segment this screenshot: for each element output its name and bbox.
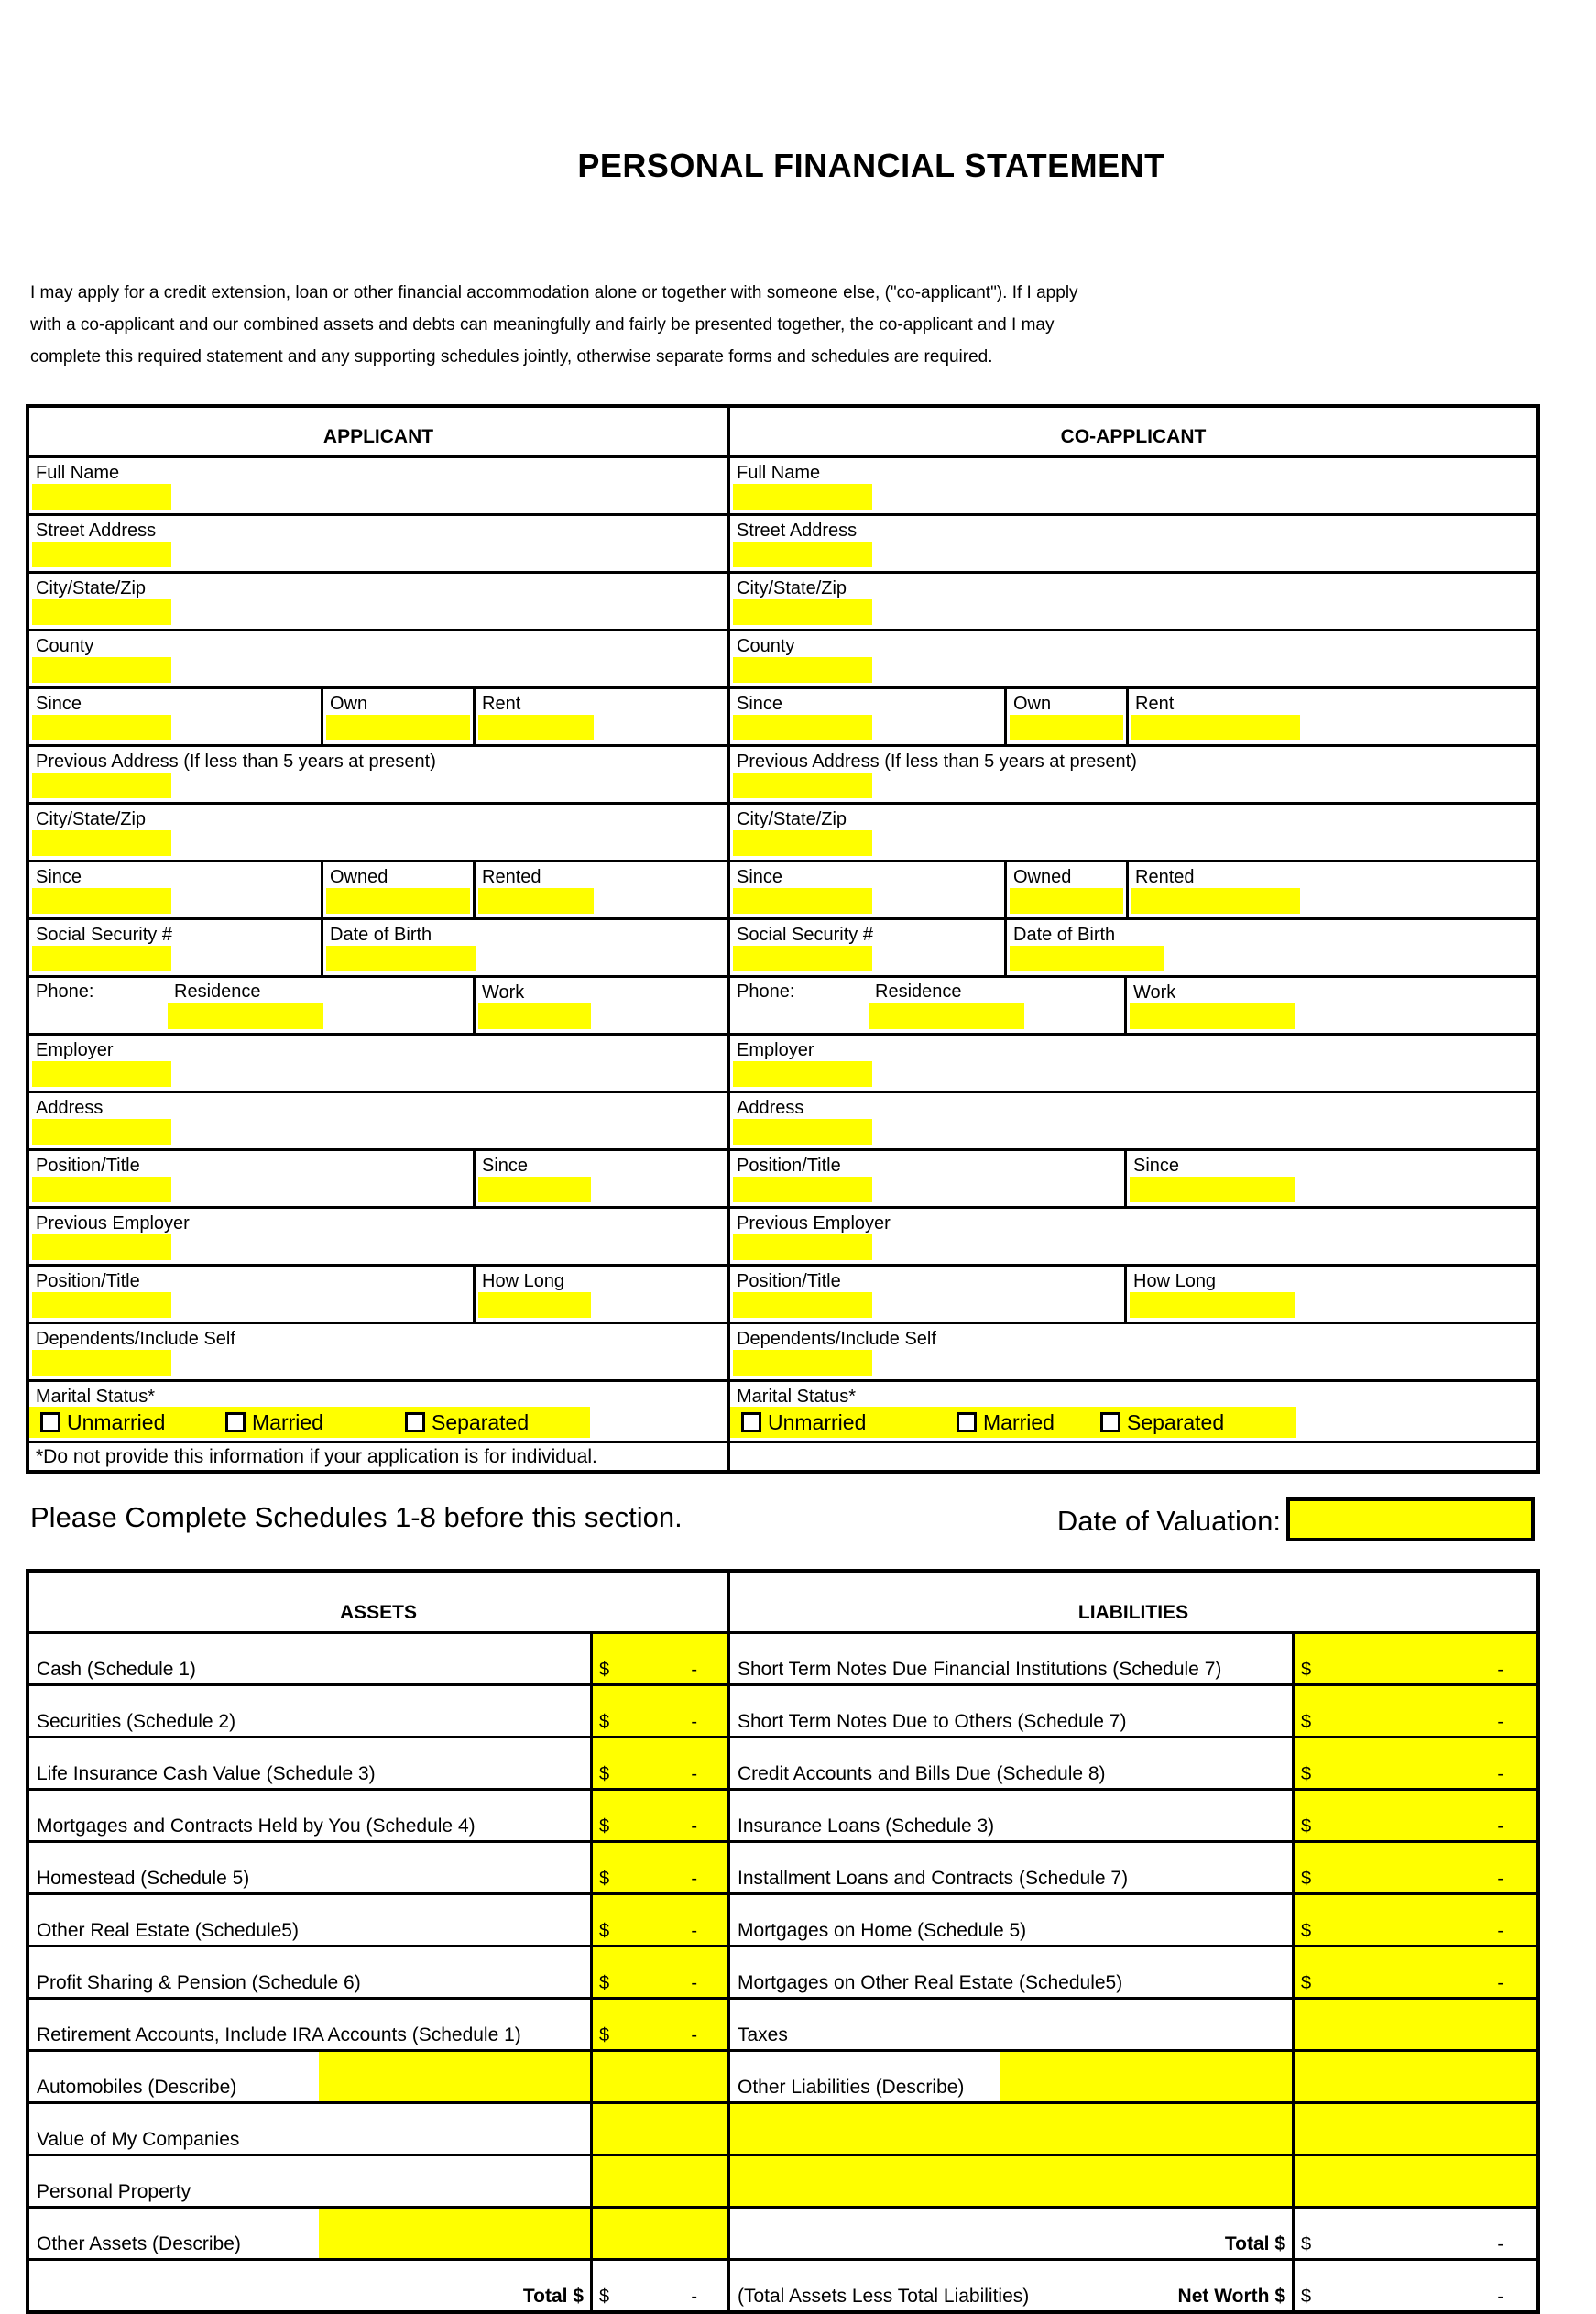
financial-row <box>29 2101 1536 2154</box>
dependents-label: Dependents/Include Self <box>36 1329 235 1349</box>
row-position-since <box>29 1148 1536 1206</box>
applicant-rent-input[interactable] <box>478 715 594 740</box>
currency-symbol: $ <box>599 1921 610 1941</box>
rent-label: Rent <box>482 694 521 714</box>
financial-row <box>29 1683 1536 1736</box>
previous-address-label: Previous Address (If less than 5 years at present) <box>36 751 436 772</box>
footnote-empty-cell <box>727 1443 1536 1470</box>
currency-symbol: $ <box>1301 1973 1312 1993</box>
currency-symbol: $ <box>1301 1660 1312 1680</box>
applicant-marital-status-group <box>29 1407 590 1438</box>
date-of-birth-label: Date of Birth <box>1013 925 1116 945</box>
applicant-phone-work-input[interactable] <box>478 1003 591 1029</box>
financial-row <box>29 1736 1536 1788</box>
liability-extra-amount-2[interactable] <box>1292 2156 1536 2206</box>
position-title-label: Position/Title <box>36 1156 140 1176</box>
liability-short-term-others-amount[interactable] <box>1292 1686 1536 1736</box>
asset-label: Other Assets (Describe) <box>37 2233 241 2254</box>
liability-taxes-amount[interactable] <box>1292 2000 1536 2049</box>
residence-label: Residence <box>174 982 261 1002</box>
asset-label: Cash (Schedule 1) <box>37 1659 196 1680</box>
asset-personal-property-amount[interactable] <box>590 2156 727 2206</box>
assets-header: ASSETS <box>339 1602 418 1623</box>
coapplicant-married-checkbox[interactable] <box>957 1412 977 1432</box>
how-long-label: How Long <box>482 1271 565 1291</box>
separated-label: Separated <box>1127 1409 1225 1434</box>
intro-line-3: complete this required statement and any supporting schedules jointly, otherwise separate forms and schedules are required. <box>30 347 993 367</box>
financial-row <box>29 1892 1536 1945</box>
applicant-ssn-input[interactable] <box>32 946 171 971</box>
coapplicant-city-state-zip-input[interactable] <box>733 599 872 625</box>
liability-label: Installment Loans and Contracts (Schedule 7) <box>738 1868 1129 1889</box>
applicant-separated-checkbox[interactable] <box>405 1412 425 1432</box>
liability-other-describe-input[interactable] <box>1000 2052 1292 2101</box>
liability-mortgages-other-re-amount[interactable] <box>1292 1947 1536 1997</box>
applicant-table <box>26 404 1540 1474</box>
marital-footnote: *Do not provide this information if your application is for individual. <box>36 1446 597 1467</box>
phone-label: Phone: <box>36 982 94 1002</box>
coapplicant-employer-address-input[interactable] <box>733 1119 872 1145</box>
since-label: Since <box>36 694 82 714</box>
asset-label: Mortgages and Contracts Held by You (Schedule 4) <box>37 1815 476 1837</box>
row-marital-status <box>29 1379 1536 1441</box>
currency-symbol: $ <box>599 1660 610 1680</box>
amount-value: - <box>691 2287 697 2307</box>
coapplicant-dependents-input[interactable] <box>733 1350 872 1376</box>
applicant-since-input[interactable] <box>32 715 171 740</box>
coapplicant-employer-input[interactable] <box>733 1061 872 1087</box>
owned-label: Owned <box>1013 867 1072 887</box>
schedules-note: Please Complete Schedules 1-8 before this section. <box>30 1501 683 1533</box>
applicant-owned-input[interactable] <box>326 888 470 914</box>
amount-value: - <box>691 1660 697 1680</box>
row-city-state-zip <box>29 571 1536 629</box>
asset-other-real-estate-amount[interactable] <box>590 1895 727 1945</box>
previous-employer-label: Previous Employer <box>737 1213 891 1234</box>
unmarried-label: Unmarried <box>768 1409 867 1434</box>
intro-line-1: I may apply for a credit extension, loan or other financial accommodation alone or together with someone else, ("co-applicant"). If I apply <box>30 283 1078 302</box>
asset-label: Homestead (Schedule 5) <box>37 1868 250 1889</box>
financial-row <box>29 2206 1536 2258</box>
intro-paragraph <box>30 277 1078 373</box>
asset-automobiles-describe-input[interactable] <box>319 2052 590 2101</box>
applicant-header: APPLICANT <box>322 426 434 447</box>
currency-symbol: $ <box>599 1869 610 1889</box>
coapplicant-marital-status-group <box>730 1407 1296 1438</box>
employer-label: Employer <box>36 1040 114 1060</box>
asset-other-describe-input[interactable] <box>319 2209 590 2258</box>
street-address-label: Street Address <box>737 521 858 541</box>
currency-symbol: $ <box>1301 1869 1312 1889</box>
amount-value: - <box>1497 1660 1503 1680</box>
net-worth-label: Net Worth $ <box>1177 2286 1285 2307</box>
liability-other-amount[interactable] <box>1292 2052 1536 2101</box>
rented-label: Rented <box>482 867 541 887</box>
liability-label: Taxes <box>738 2024 788 2045</box>
row-employer <box>29 1033 1536 1091</box>
applicant-county-input[interactable] <box>32 657 171 683</box>
county-label: County <box>737 636 795 656</box>
applicant-city-state-zip-input[interactable] <box>32 599 171 625</box>
coapplicant-rented-input[interactable] <box>1131 888 1300 914</box>
separated-label: Separated <box>432 1409 530 1434</box>
applicant-previous-employer-input[interactable] <box>32 1234 171 1260</box>
asset-retirement-amount[interactable] <box>590 2000 727 2049</box>
social-security-label: Social Security # <box>737 925 873 945</box>
work-label: Work <box>482 982 525 1003</box>
coapplicant-previous-position-input[interactable] <box>733 1292 872 1318</box>
currency-symbol: $ <box>599 1973 610 1993</box>
applicant-phone-residence-input[interactable] <box>168 1003 323 1029</box>
position-title-label: Position/Title <box>737 1271 841 1291</box>
row-dependents <box>29 1322 1536 1379</box>
own-label: Own <box>1013 694 1052 714</box>
row-county <box>29 629 1536 686</box>
coapplicant-position-title-input[interactable] <box>733 1177 872 1202</box>
rented-label: Rented <box>1135 867 1195 887</box>
applicant-street-address-input[interactable] <box>32 542 171 567</box>
coapplicant-rent-input[interactable] <box>1131 715 1300 740</box>
rent-label: Rent <box>1135 694 1175 714</box>
asset-companies-value-amount[interactable] <box>590 2104 727 2154</box>
coapplicant-owned-input[interactable] <box>1010 888 1123 914</box>
full-name-label: Full Name <box>36 463 120 483</box>
liability-label: Mortgages on Other Real Estate (Schedule5) <box>738 1972 1123 1993</box>
coapplicant-full-name-input[interactable] <box>733 484 872 510</box>
net-worth-prefix: (Total Assets Less Total Liabilities) <box>738 2286 1030 2307</box>
liability-label: Short Term Notes Due Financial Institutions (Schedule 7) <box>738 1659 1222 1680</box>
city-state-zip-label: City/State/Zip <box>737 809 847 829</box>
applicant-dependents-input[interactable] <box>32 1350 171 1376</box>
position-title-label: Position/Title <box>36 1271 140 1291</box>
currency-symbol: $ <box>599 1712 610 1732</box>
applicant-employer-address-input[interactable] <box>32 1119 171 1145</box>
city-state-zip-label: City/State/Zip <box>36 578 147 598</box>
row-previous-position <box>29 1264 1536 1322</box>
liability-installment-loans-amount[interactable] <box>1292 1843 1536 1892</box>
address-label: Address <box>737 1098 804 1118</box>
liabilities-total-label: Total $ <box>1224 2233 1285 2254</box>
amount-value: - <box>1497 1764 1503 1784</box>
row-full-name <box>29 455 1536 513</box>
currency-symbol: $ <box>599 2025 610 2045</box>
date-of-valuation-label: Date of Valuation: <box>1056 1505 1281 1537</box>
work-label: Work <box>1133 982 1176 1003</box>
amount-value: - <box>691 2025 697 2045</box>
coapplicant-unmarried-checkbox[interactable] <box>741 1412 761 1432</box>
coapplicant-phone-residence-input[interactable] <box>869 1003 1024 1029</box>
assets-total-label: Total $ <box>522 2286 584 2307</box>
coapplicant-separated-checkbox[interactable] <box>1100 1412 1120 1432</box>
amount-value: - <box>691 1816 697 1837</box>
how-long-label: How Long <box>1133 1271 1217 1291</box>
asset-homestead-amount[interactable] <box>590 1843 727 1892</box>
row-footnote <box>29 1441 1536 1470</box>
applicant-married-checkbox[interactable] <box>225 1412 246 1432</box>
full-name-label: Full Name <box>737 463 821 483</box>
previous-employer-label: Previous Employer <box>36 1213 190 1234</box>
row-street-address <box>29 513 1536 571</box>
liability-short-term-fi-amount[interactable] <box>1292 1634 1536 1683</box>
liability-label: Mortgages on Home (Schedule 5) <box>738 1920 1027 1941</box>
applicant-own-input[interactable] <box>326 715 470 740</box>
asset-life-insurance-amount[interactable] <box>590 1738 727 1788</box>
asset-securities-amount[interactable] <box>590 1686 727 1736</box>
position-title-label: Position/Title <box>737 1156 841 1176</box>
applicant-unmarried-checkbox[interactable] <box>40 1412 60 1432</box>
row-phone <box>29 975 1536 1033</box>
liability-credit-accounts-amount[interactable] <box>1292 1738 1536 1788</box>
since-label: Since <box>482 1156 529 1176</box>
currency-symbol: $ <box>1301 2234 1312 2254</box>
financial-row <box>29 1997 1536 2049</box>
row-previous-city-state-zip <box>29 802 1536 860</box>
financial-row <box>29 1788 1536 1840</box>
owned-label: Owned <box>330 867 388 887</box>
coapplicant-previous-employer-input[interactable] <box>733 1234 872 1260</box>
intro-line-2: with a co-applicant and our combined assets and debts can meaningfully and fairly be presented together, the co-applicant and I may <box>30 315 1055 334</box>
phone-label: Phone: <box>737 982 795 1002</box>
dependents-label: Dependents/Include Self <box>737 1329 936 1349</box>
financial-row <box>29 2049 1536 2101</box>
asset-label: Securities (Schedule 2) <box>37 1711 236 1732</box>
asset-label: Life Insurance Cash Value (Schedule 3) <box>37 1763 376 1784</box>
coapplicant-own-input[interactable] <box>1010 715 1123 740</box>
liabilities-header: LIABILITIES <box>1077 1602 1189 1623</box>
applicant-employer-input[interactable] <box>32 1061 171 1087</box>
currency-symbol: $ <box>1301 1816 1312 1837</box>
asset-label: Personal Property <box>37 2181 191 2202</box>
co-applicant-header: CO-APPLICANT <box>1060 426 1207 447</box>
since-label: Since <box>737 867 783 887</box>
own-label: Own <box>330 694 368 714</box>
liability-label: Other Liabilities (Describe) <box>738 2077 965 2098</box>
asset-label: Retirement Accounts, Include IRA Accounts (Schedule 1) <box>37 2024 521 2045</box>
applicant-rented-input[interactable] <box>478 888 594 914</box>
liabilities-total-amount[interactable] <box>1292 2209 1536 2258</box>
date-of-birth-label: Date of Birth <box>330 925 432 945</box>
currency-symbol: $ <box>599 1764 610 1784</box>
applicant-position-since-input[interactable] <box>478 1177 591 1202</box>
financial-row <box>29 1840 1536 1892</box>
asset-label: Other Real Estate (Schedule5) <box>37 1920 299 1941</box>
asset-mortgages-held-amount[interactable] <box>590 1791 727 1840</box>
unmarried-label: Unmarried <box>67 1409 166 1434</box>
page-title: PERSONAL FINANCIAL STATEMENT <box>577 147 1165 184</box>
amount-value: - <box>691 1764 697 1784</box>
assets-total-amount[interactable] <box>590 2261 727 2310</box>
row-employer-address <box>29 1091 1536 1148</box>
coapplicant-previous-city-input[interactable] <box>733 830 872 856</box>
liability-extra-amount-1[interactable] <box>1292 2104 1536 2154</box>
applicant-dob-input[interactable] <box>326 946 476 971</box>
married-label: Married <box>983 1409 1055 1434</box>
amount-value: - <box>1497 2287 1503 2307</box>
asset-label: Automobiles (Describe) <box>37 2077 237 2098</box>
asset-automobiles-amount[interactable] <box>590 2052 727 2101</box>
date-of-valuation-input[interactable] <box>1286 1497 1535 1541</box>
since-label: Since <box>36 867 82 887</box>
coapplicant-previous-since-input[interactable] <box>733 888 872 914</box>
applicant-how-long-input[interactable] <box>478 1292 591 1318</box>
liability-insurance-loans-amount[interactable] <box>1292 1791 1536 1840</box>
liability-label: Credit Accounts and Bills Due (Schedule 8) <box>738 1763 1106 1784</box>
coapplicant-phone-work-input[interactable] <box>1130 1003 1295 1029</box>
amount-value: - <box>691 1921 697 1941</box>
previous-address-label: Previous Address (If less than 5 years at present) <box>737 751 1137 772</box>
asset-label: Value of My Companies <box>37 2129 240 2150</box>
amount-value: - <box>691 1869 697 1889</box>
financial-row <box>29 2154 1536 2206</box>
amount-value: - <box>691 1712 697 1732</box>
marital-status-label: Marital Status* <box>737 1387 857 1407</box>
coapplicant-since-input[interactable] <box>733 715 872 740</box>
coapplicant-position-since-input[interactable] <box>1130 1177 1295 1202</box>
coapplicant-previous-address-input[interactable] <box>733 773 872 798</box>
currency-symbol: $ <box>599 2287 610 2307</box>
financial-row <box>29 1631 1536 1683</box>
since-label: Since <box>737 694 783 714</box>
applicant-previous-since-input[interactable] <box>32 888 171 914</box>
asset-other-amount[interactable] <box>590 2209 727 2258</box>
amount-value: - <box>1497 1816 1503 1837</box>
asset-cash-amount[interactable] <box>590 1634 727 1683</box>
married-label: Married <box>252 1409 323 1434</box>
liability-extra-describe-input-1[interactable] <box>727 2104 1292 2154</box>
employer-label: Employer <box>737 1040 814 1060</box>
city-state-zip-label: City/State/Zip <box>737 578 847 598</box>
applicant-full-name-input[interactable] <box>32 484 171 510</box>
asset-profit-sharing-amount[interactable] <box>590 1947 727 1997</box>
since-label: Since <box>1133 1156 1180 1176</box>
amount-value: - <box>1497 2234 1503 2254</box>
county-label: County <box>36 636 94 656</box>
coapplicant-county-input[interactable] <box>733 657 872 683</box>
row-previous-employer <box>29 1206 1536 1264</box>
row-since-own-rent <box>29 686 1536 744</box>
financial-row <box>29 1945 1536 1997</box>
applicant-previous-address-input[interactable] <box>32 773 171 798</box>
row-ssn-dob <box>29 917 1536 975</box>
currency-symbol: $ <box>1301 1764 1312 1784</box>
currency-symbol: $ <box>1301 1921 1312 1941</box>
coapplicant-dob-input[interactable] <box>1010 946 1164 971</box>
address-label: Address <box>36 1098 104 1118</box>
row-previous-address <box>29 744 1536 802</box>
financial-table <box>26 1569 1540 2314</box>
coapplicant-ssn-input[interactable] <box>733 946 872 971</box>
row-since-owned-rented <box>29 860 1536 917</box>
liability-label: Insurance Loans (Schedule 3) <box>738 1815 995 1837</box>
currency-symbol: $ <box>599 1816 610 1837</box>
city-state-zip-label: City/State/Zip <box>36 809 147 829</box>
applicant-previous-position-input[interactable] <box>32 1292 171 1318</box>
amount-value: - <box>1497 1921 1503 1941</box>
financial-row <box>29 2258 1536 2310</box>
net-worth-amount[interactable] <box>1292 2261 1536 2310</box>
residence-label: Residence <box>875 982 962 1002</box>
applicant-previous-city-input[interactable] <box>32 830 171 856</box>
marital-status-label: Marital Status* <box>36 1387 156 1407</box>
applicant-position-title-input[interactable] <box>32 1177 171 1202</box>
asset-label: Profit Sharing & Pension (Schedule 6) <box>37 1972 361 1993</box>
street-address-label: Street Address <box>36 521 157 541</box>
liability-mortgages-home-amount[interactable] <box>1292 1895 1536 1945</box>
currency-symbol: $ <box>1301 2287 1312 2307</box>
coapplicant-street-address-input[interactable] <box>733 542 872 567</box>
liability-label: Short Term Notes Due to Others (Schedule 7) <box>738 1711 1127 1732</box>
liability-extra-describe-input-2[interactable] <box>727 2156 1292 2206</box>
amount-value: - <box>691 1973 697 1993</box>
social-security-label: Social Security # <box>36 925 172 945</box>
amount-value: - <box>1497 1712 1503 1732</box>
coapplicant-how-long-input[interactable] <box>1130 1292 1295 1318</box>
currency-symbol: $ <box>1301 1712 1312 1732</box>
amount-value: - <box>1497 1869 1503 1889</box>
amount-value: - <box>1497 1973 1503 1993</box>
